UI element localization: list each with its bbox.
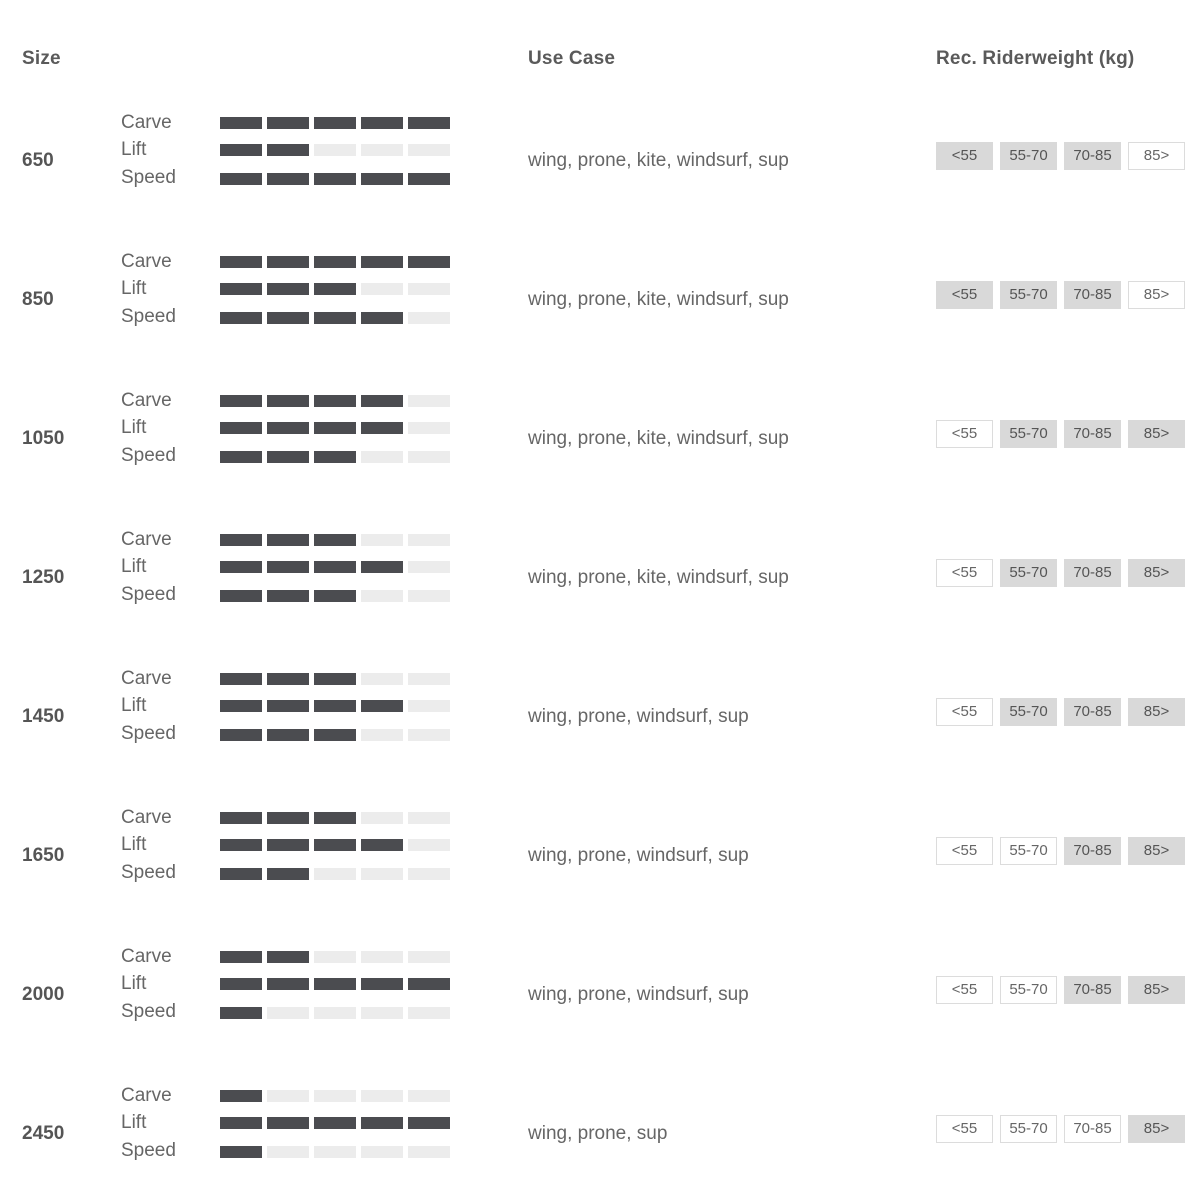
rating-segment bbox=[408, 1146, 450, 1158]
rating-segment bbox=[361, 534, 403, 546]
rating-segment bbox=[220, 422, 262, 434]
rating-segment bbox=[314, 117, 356, 129]
rating-segment bbox=[267, 1146, 309, 1158]
rating-segment bbox=[220, 812, 262, 824]
rating-segment bbox=[267, 144, 309, 156]
rating-segment bbox=[314, 1146, 356, 1158]
use-case-text: wing, prone, windsurf, sup bbox=[528, 845, 749, 866]
weight-range-badge: <55 bbox=[936, 837, 993, 865]
use-case-text: wing, prone, windsurf, sup bbox=[528, 984, 749, 1005]
use-case-text: wing, prone, windsurf, sup bbox=[528, 706, 749, 727]
rating-segment bbox=[220, 312, 262, 324]
table-row bbox=[0, 807, 1200, 907]
rating-segment bbox=[361, 868, 403, 880]
rating-segment bbox=[267, 312, 309, 324]
rating-segment bbox=[314, 256, 356, 268]
weight-range-badge: 85> bbox=[1128, 1115, 1185, 1143]
weight-range-badge: 85> bbox=[1128, 420, 1185, 448]
carve-label: Carve bbox=[121, 529, 172, 550]
speed-label: Speed bbox=[121, 1140, 176, 1161]
rating-segment bbox=[361, 422, 403, 434]
weight-range-badge: 55-70 bbox=[1000, 976, 1057, 1004]
rating-segment bbox=[314, 590, 356, 602]
lift-label: Lift bbox=[121, 139, 147, 160]
weight-range-badge: <55 bbox=[936, 976, 993, 1004]
rating-segment bbox=[408, 978, 450, 990]
rating-segment bbox=[267, 283, 309, 295]
rating-segment bbox=[361, 673, 403, 685]
size-value: 850 bbox=[22, 289, 54, 310]
rider-weight-boxes bbox=[936, 559, 1188, 589]
carve-label: Carve bbox=[121, 1085, 172, 1106]
rating-segment bbox=[267, 395, 309, 407]
carve-rating-bar bbox=[220, 673, 452, 685]
speed-label: Speed bbox=[121, 723, 176, 744]
speed-rating-bar bbox=[220, 729, 452, 741]
weight-range-badge: 55-70 bbox=[1000, 559, 1057, 587]
rating-segment bbox=[408, 1090, 450, 1102]
weight-range-badge: 55-70 bbox=[1000, 1115, 1057, 1143]
speed-rating-bar bbox=[220, 590, 452, 602]
rating-segment bbox=[267, 729, 309, 741]
speed-label: Speed bbox=[121, 862, 176, 883]
rating-segment bbox=[220, 451, 262, 463]
rating-segment bbox=[361, 978, 403, 990]
weight-range-badge: 85> bbox=[1128, 837, 1185, 865]
speed-rating-bar bbox=[220, 312, 452, 324]
rating-segment bbox=[408, 1117, 450, 1129]
rating-segment bbox=[408, 839, 450, 851]
rating-segment bbox=[220, 868, 262, 880]
weight-range-badge: <55 bbox=[936, 420, 993, 448]
speed-rating-bar bbox=[220, 1146, 452, 1158]
rating-segment bbox=[408, 951, 450, 963]
lift-label: Lift bbox=[121, 1112, 147, 1133]
rating-segment bbox=[220, 256, 262, 268]
speed-label: Speed bbox=[121, 1001, 176, 1022]
size-value: 1650 bbox=[22, 845, 65, 866]
rating-segment bbox=[267, 256, 309, 268]
rating-segment bbox=[361, 590, 403, 602]
rating-segment bbox=[220, 395, 262, 407]
speed-label: Speed bbox=[121, 167, 176, 188]
size-value: 650 bbox=[22, 150, 54, 171]
use-case-text: wing, prone, sup bbox=[528, 1123, 668, 1144]
rating-segment bbox=[408, 561, 450, 573]
lift-label: Lift bbox=[121, 834, 147, 855]
rating-segment bbox=[408, 590, 450, 602]
carve-label: Carve bbox=[121, 668, 172, 689]
rating-segment bbox=[220, 534, 262, 546]
rating-segment bbox=[361, 839, 403, 851]
rating-segment bbox=[408, 700, 450, 712]
rating-segment bbox=[314, 839, 356, 851]
rating-segment bbox=[220, 1090, 262, 1102]
carve-label: Carve bbox=[121, 112, 172, 133]
lift-label: Lift bbox=[121, 556, 147, 577]
weight-range-badge: <55 bbox=[936, 281, 993, 309]
lift-label: Lift bbox=[121, 695, 147, 716]
speed-label: Speed bbox=[121, 445, 176, 466]
rating-segment bbox=[408, 312, 450, 324]
rating-segment bbox=[314, 534, 356, 546]
weight-range-badge: 70-85 bbox=[1064, 1115, 1121, 1143]
rating-segment bbox=[361, 451, 403, 463]
lift-rating-bar bbox=[220, 700, 452, 712]
carve-rating-bar bbox=[220, 395, 452, 407]
rider-weight-boxes bbox=[936, 281, 1188, 311]
use-case-text: wing, prone, kite, windsurf, sup bbox=[528, 150, 789, 171]
table-row bbox=[0, 529, 1200, 629]
lift-rating-bar bbox=[220, 283, 452, 295]
rating-segment bbox=[267, 812, 309, 824]
rating-segment bbox=[267, 673, 309, 685]
rating-segment bbox=[267, 1090, 309, 1102]
rating-segment bbox=[408, 144, 450, 156]
lift-rating-bar bbox=[220, 144, 452, 156]
carve-label: Carve bbox=[121, 390, 172, 411]
use-case-text: wing, prone, kite, windsurf, sup bbox=[528, 428, 789, 449]
speed-label: Speed bbox=[121, 306, 176, 327]
size-value: 1250 bbox=[22, 567, 65, 588]
rating-segment bbox=[361, 1007, 403, 1019]
carve-label: Carve bbox=[121, 807, 172, 828]
rating-segment bbox=[408, 256, 450, 268]
rating-segment bbox=[314, 978, 356, 990]
speed-rating-bar bbox=[220, 451, 452, 463]
weight-range-badge: <55 bbox=[936, 1115, 993, 1143]
size-column-header: Size bbox=[22, 48, 61, 69]
lift-rating-bar bbox=[220, 1117, 452, 1129]
rating-segment bbox=[408, 1007, 450, 1019]
rating-segment bbox=[220, 144, 262, 156]
rating-segment bbox=[267, 534, 309, 546]
rating-segment bbox=[267, 561, 309, 573]
weight-range-badge: 70-85 bbox=[1064, 142, 1121, 170]
lift-label: Lift bbox=[121, 417, 147, 438]
rating-segment bbox=[361, 144, 403, 156]
weight-range-badge: <55 bbox=[936, 698, 993, 726]
rating-segment bbox=[314, 1090, 356, 1102]
speed-rating-bar bbox=[220, 1007, 452, 1019]
weight-range-badge: 55-70 bbox=[1000, 281, 1057, 309]
rider-weight-boxes bbox=[936, 837, 1188, 867]
rating-segment bbox=[267, 117, 309, 129]
weight-range-badge: 55-70 bbox=[1000, 420, 1057, 448]
rating-segment bbox=[408, 173, 450, 185]
weight-range-badge: 85> bbox=[1128, 698, 1185, 726]
speed-rating-bar bbox=[220, 173, 452, 185]
rating-segment bbox=[220, 1117, 262, 1129]
rating-segment bbox=[361, 117, 403, 129]
rating-segment bbox=[220, 590, 262, 602]
rating-segment bbox=[314, 312, 356, 324]
weight-range-badge: <55 bbox=[936, 142, 993, 170]
rating-segment bbox=[408, 812, 450, 824]
rating-segment bbox=[267, 173, 309, 185]
rating-segment bbox=[361, 561, 403, 573]
rating-segment bbox=[361, 256, 403, 268]
rating-segment bbox=[220, 700, 262, 712]
rating-segment bbox=[267, 590, 309, 602]
table-row bbox=[0, 112, 1200, 212]
carve-rating-bar bbox=[220, 117, 452, 129]
rating-segment bbox=[361, 1146, 403, 1158]
rating-segment bbox=[314, 951, 356, 963]
rating-segment bbox=[314, 561, 356, 573]
lift-rating-bar bbox=[220, 839, 452, 851]
weight-range-badge: 70-85 bbox=[1064, 698, 1121, 726]
rating-segment bbox=[408, 868, 450, 880]
rating-segment bbox=[220, 839, 262, 851]
rating-segment bbox=[361, 1090, 403, 1102]
rating-segment bbox=[220, 978, 262, 990]
carve-rating-bar bbox=[220, 534, 452, 546]
rating-segment bbox=[314, 451, 356, 463]
table-header bbox=[0, 0, 1200, 100]
rating-segment bbox=[408, 673, 450, 685]
rider-weight-boxes bbox=[936, 420, 1188, 450]
weight-range-badge: 85> bbox=[1128, 281, 1185, 309]
carve-rating-bar bbox=[220, 1090, 452, 1102]
lift-rating-bar bbox=[220, 978, 452, 990]
rider-weight-boxes bbox=[936, 1115, 1188, 1145]
rating-segment bbox=[361, 1117, 403, 1129]
rating-segment bbox=[408, 534, 450, 546]
rating-segment bbox=[408, 117, 450, 129]
weight-range-badge: 55-70 bbox=[1000, 837, 1057, 865]
rating-segment bbox=[361, 951, 403, 963]
rating-segment bbox=[361, 395, 403, 407]
rating-segment bbox=[408, 451, 450, 463]
rating-segment bbox=[361, 283, 403, 295]
rating-segment bbox=[220, 729, 262, 741]
lift-label: Lift bbox=[121, 278, 147, 299]
rating-segment bbox=[267, 451, 309, 463]
speed-label: Speed bbox=[121, 584, 176, 605]
rating-segment bbox=[220, 117, 262, 129]
weight-range-badge: <55 bbox=[936, 559, 993, 587]
weight-range-badge: 85> bbox=[1128, 142, 1185, 170]
use-case-column-header: Use Case bbox=[528, 48, 616, 69]
rating-segment bbox=[267, 839, 309, 851]
carve-rating-bar bbox=[220, 256, 452, 268]
rating-segment bbox=[220, 1146, 262, 1158]
rating-segment bbox=[267, 700, 309, 712]
weight-range-badge: 70-85 bbox=[1064, 837, 1121, 865]
lift-label: Lift bbox=[121, 973, 147, 994]
weight-range-badge: 85> bbox=[1128, 559, 1185, 587]
rating-segment bbox=[314, 395, 356, 407]
rating-segment bbox=[267, 868, 309, 880]
rating-segment bbox=[314, 729, 356, 741]
table-row bbox=[0, 668, 1200, 768]
table-row bbox=[0, 1085, 1200, 1185]
table-row bbox=[0, 390, 1200, 490]
rating-segment bbox=[361, 173, 403, 185]
size-value: 2000 bbox=[22, 984, 65, 1005]
lift-rating-bar bbox=[220, 422, 452, 434]
rating-segment bbox=[267, 1117, 309, 1129]
rating-segment bbox=[267, 951, 309, 963]
carve-label: Carve bbox=[121, 251, 172, 272]
rating-segment bbox=[314, 812, 356, 824]
rating-segment bbox=[314, 1117, 356, 1129]
rating-segment bbox=[220, 173, 262, 185]
table-row bbox=[0, 251, 1200, 351]
use-case-text: wing, prone, kite, windsurf, sup bbox=[528, 567, 789, 588]
weight-range-badge: 70-85 bbox=[1064, 420, 1121, 448]
rating-segment bbox=[220, 561, 262, 573]
size-value: 1050 bbox=[22, 428, 65, 449]
rating-segment bbox=[267, 422, 309, 434]
rating-segment bbox=[314, 173, 356, 185]
rating-segment bbox=[267, 978, 309, 990]
rating-segment bbox=[314, 673, 356, 685]
rating-segment bbox=[408, 395, 450, 407]
table-row bbox=[0, 946, 1200, 1046]
rating-segment bbox=[361, 700, 403, 712]
weight-range-badge: 85> bbox=[1128, 976, 1185, 1004]
size-value: 1450 bbox=[22, 706, 65, 727]
rating-segment bbox=[314, 868, 356, 880]
rating-segment bbox=[361, 812, 403, 824]
size-value: 2450 bbox=[22, 1123, 65, 1144]
weight-range-badge: 55-70 bbox=[1000, 698, 1057, 726]
rating-segment bbox=[361, 312, 403, 324]
rider-weight-boxes bbox=[936, 142, 1188, 172]
rating-segment bbox=[314, 1007, 356, 1019]
rider-weight-boxes bbox=[936, 976, 1188, 1006]
rating-segment bbox=[220, 283, 262, 295]
rating-segment bbox=[361, 729, 403, 741]
use-case-text: wing, prone, kite, windsurf, sup bbox=[528, 289, 789, 310]
rating-segment bbox=[408, 729, 450, 741]
rating-segment bbox=[314, 700, 356, 712]
speed-rating-bar bbox=[220, 868, 452, 880]
weight-range-badge: 70-85 bbox=[1064, 281, 1121, 309]
rating-segment bbox=[267, 1007, 309, 1019]
carve-rating-bar bbox=[220, 812, 452, 824]
rating-segment bbox=[220, 1007, 262, 1019]
rating-segment bbox=[314, 283, 356, 295]
rider-weight-column-header: Rec. Riderweight (kg) bbox=[936, 48, 1135, 69]
rating-segment bbox=[220, 673, 262, 685]
rating-segment bbox=[220, 951, 262, 963]
lift-rating-bar bbox=[220, 561, 452, 573]
weight-range-badge: 70-85 bbox=[1064, 976, 1121, 1004]
weight-range-badge: 70-85 bbox=[1064, 559, 1121, 587]
rating-segment bbox=[408, 283, 450, 295]
weight-range-badge: 55-70 bbox=[1000, 142, 1057, 170]
carve-label: Carve bbox=[121, 946, 172, 967]
rating-segment bbox=[314, 422, 356, 434]
rider-weight-boxes bbox=[936, 698, 1188, 728]
rating-segment bbox=[314, 144, 356, 156]
rating-segment bbox=[408, 422, 450, 434]
carve-rating-bar bbox=[220, 951, 452, 963]
